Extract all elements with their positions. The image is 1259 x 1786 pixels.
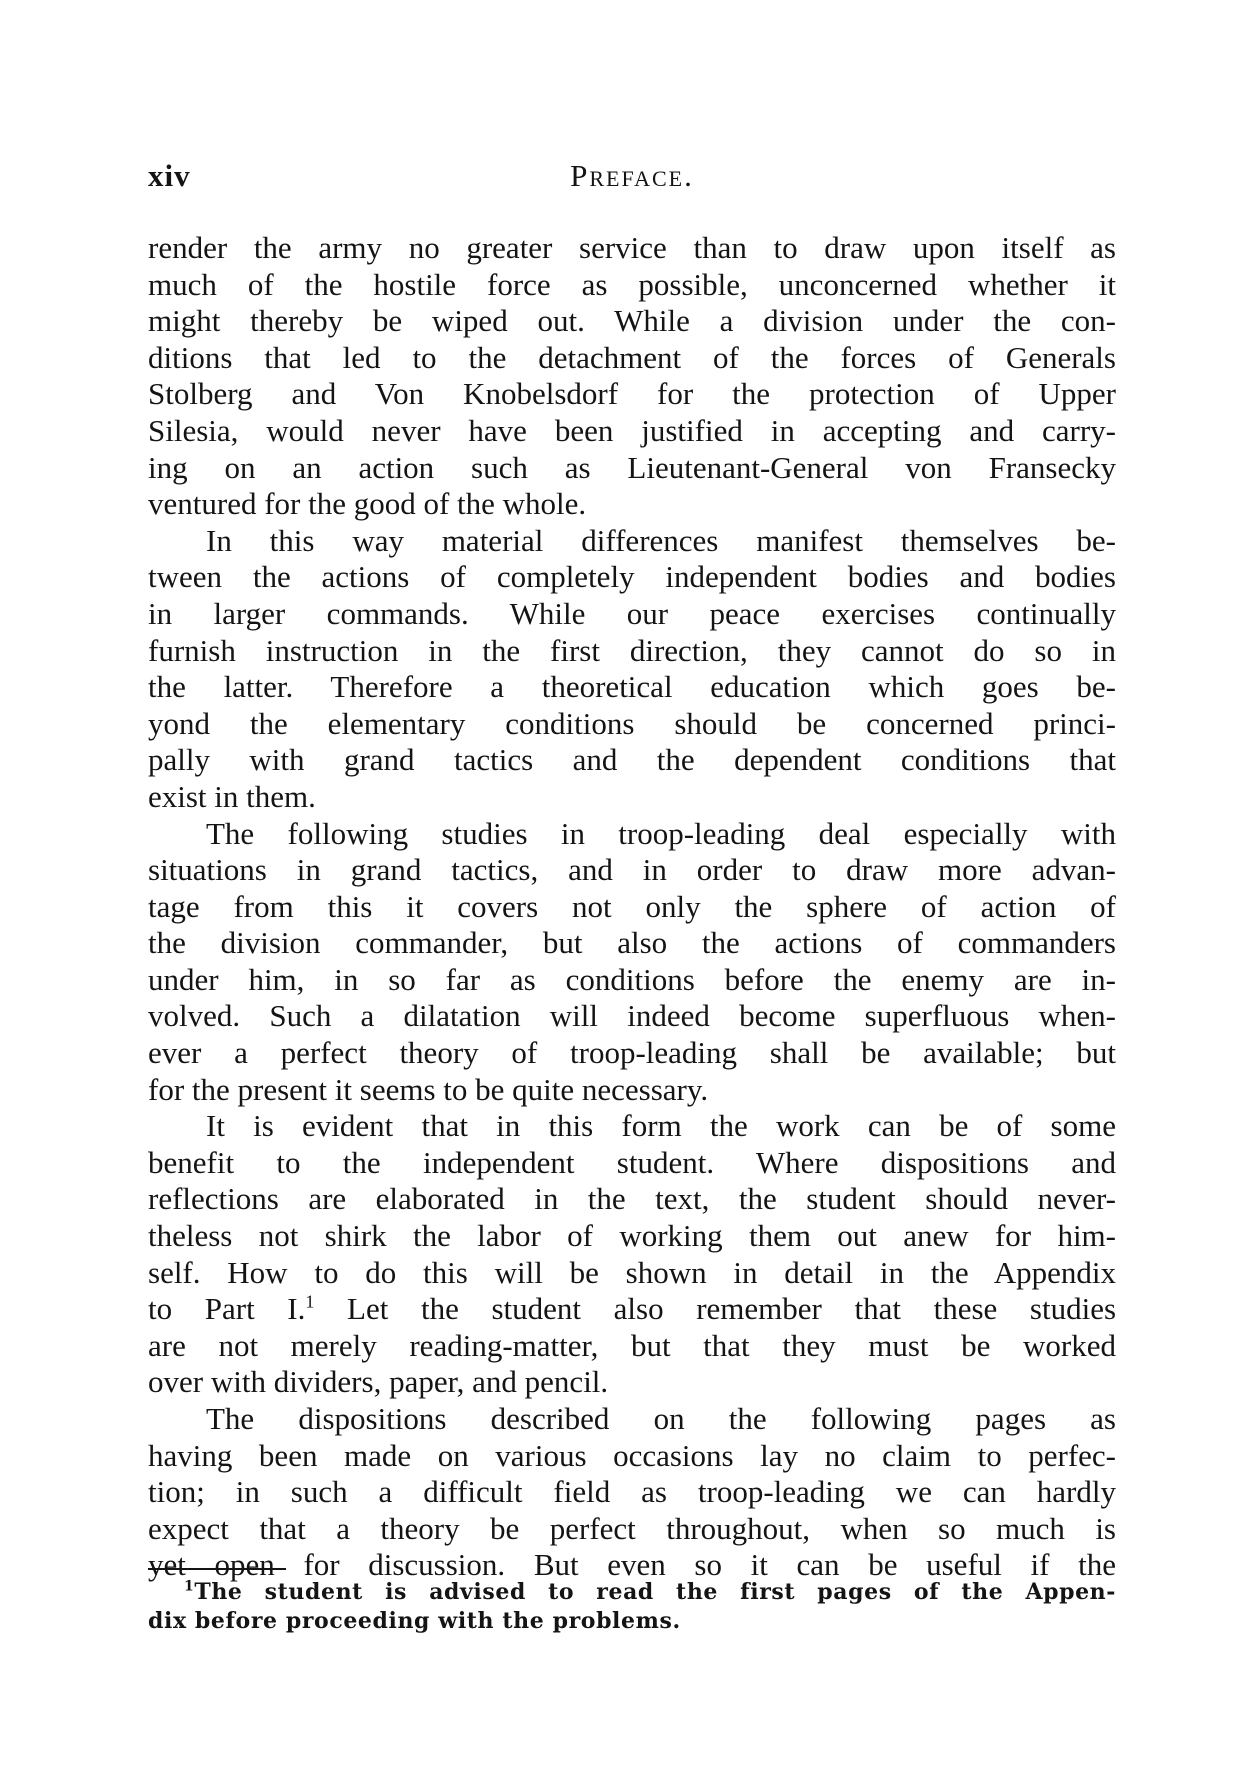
text-line: are not merely reading-matter, but that they must be worked xyxy=(148,1327,1116,1363)
text-line: exist in them. xyxy=(148,778,316,814)
text-line: reflections are elaborated in the text, the student should never- xyxy=(148,1181,1116,1217)
text-line: The following studies in troop-leading deal especially with xyxy=(206,815,1116,851)
text-line: expect that a theory be perfect throughout, when so much is xyxy=(148,1510,1116,1546)
text-line: tage from this it covers not only the sphere of action of xyxy=(148,888,1116,924)
text-line: The dispositions described on the following pages as xyxy=(206,1401,1116,1436)
text-line: ventured for the good of the whole. xyxy=(148,486,587,522)
footnote-marker: 1 xyxy=(184,1578,195,1595)
text-line: Stolberg and Von Knobelsdorf for the protection of Upper xyxy=(148,376,1116,412)
text-line: Silesia, would never have been justified in accepting and carry- xyxy=(148,412,1116,448)
footnotes xyxy=(148,1578,1116,1636)
text-line: for the present it seems to be quite necessary. xyxy=(148,1071,709,1107)
text-line: theless not shirk the labor of working them out anew for him- xyxy=(148,1218,1116,1254)
footnote-line: dix before proceeding with the problems. xyxy=(148,1608,681,1634)
text-line: having been made on various occasions lay no claim to perfec- xyxy=(148,1437,1116,1473)
text-fragment: to Part I. xyxy=(148,1291,306,1327)
text-line: ever a perfect theory of troop-leading shall be available; but xyxy=(148,1035,1116,1071)
footnote-text: The student is advised to read the first pages of the Appen- xyxy=(194,1579,1116,1605)
text-line: render the army no greater service than to draw upon itself as xyxy=(148,230,1116,265)
text-line: tion; in such a difficult field as troop-leading we can hardly xyxy=(148,1474,1116,1510)
running-title: Preface. xyxy=(570,158,694,193)
text-line: volved. Such a dilatation will indeed become superfluous when- xyxy=(148,998,1116,1034)
text-line: much of the hostile force as possible, unconcerned whether it xyxy=(148,266,1116,302)
text-line: situations in grand tactics, and in order to draw more advan- xyxy=(148,852,1116,888)
text-line: under him, in so far as conditions before the enemy are in- xyxy=(148,961,1116,997)
text-line: ditions that led to the detachment of the forces of Generals xyxy=(148,339,1116,375)
text-line: the latter. Therefore a theoretical education which goes be- xyxy=(148,669,1116,705)
text-line: In this way material differences manifest themselves be- xyxy=(206,522,1116,558)
text-line: self. How to do this will be shown in detail in the Appendix xyxy=(148,1254,1116,1290)
text-line xyxy=(148,1291,1116,1328)
footnote-reference: 1 xyxy=(305,1291,315,1312)
text-line: yet open for discussion. But even so it can be useful if the xyxy=(148,1547,1116,1583)
body-text xyxy=(148,230,1116,1584)
text-line: might thereby be wiped out. While a division under the con- xyxy=(148,303,1116,339)
text-line: over with dividers, paper, and pencil. xyxy=(148,1364,609,1400)
footnote-divider xyxy=(148,1568,286,1570)
text-fragment: Let the student also remember that these studies xyxy=(347,1291,1117,1327)
text-line: in larger commands. While our peace exercises continually xyxy=(148,595,1116,631)
page-number: xiv xyxy=(148,158,191,193)
text-line: It is evident that in this form the work can be of some xyxy=(206,1108,1116,1144)
text-line: furnish instruction in the first direction, they cannot do so in xyxy=(148,632,1116,668)
text-line: ing on an action such as Lieutenant-General von Fransecky xyxy=(148,449,1116,485)
text-line: yond the elementary conditions should be concerned princi- xyxy=(148,705,1116,741)
footnote-line xyxy=(148,1578,1116,1607)
running-head xyxy=(148,158,1116,198)
text-line: tween the actions of completely independent bodies and bodies xyxy=(148,559,1116,595)
text-line: pally with grand tactics and the dependent conditions that xyxy=(148,742,1116,778)
text-line: benefit to the independent student. Where dispositions and xyxy=(148,1144,1116,1180)
text-line: the division commander, but also the actions of commanders xyxy=(148,925,1116,961)
